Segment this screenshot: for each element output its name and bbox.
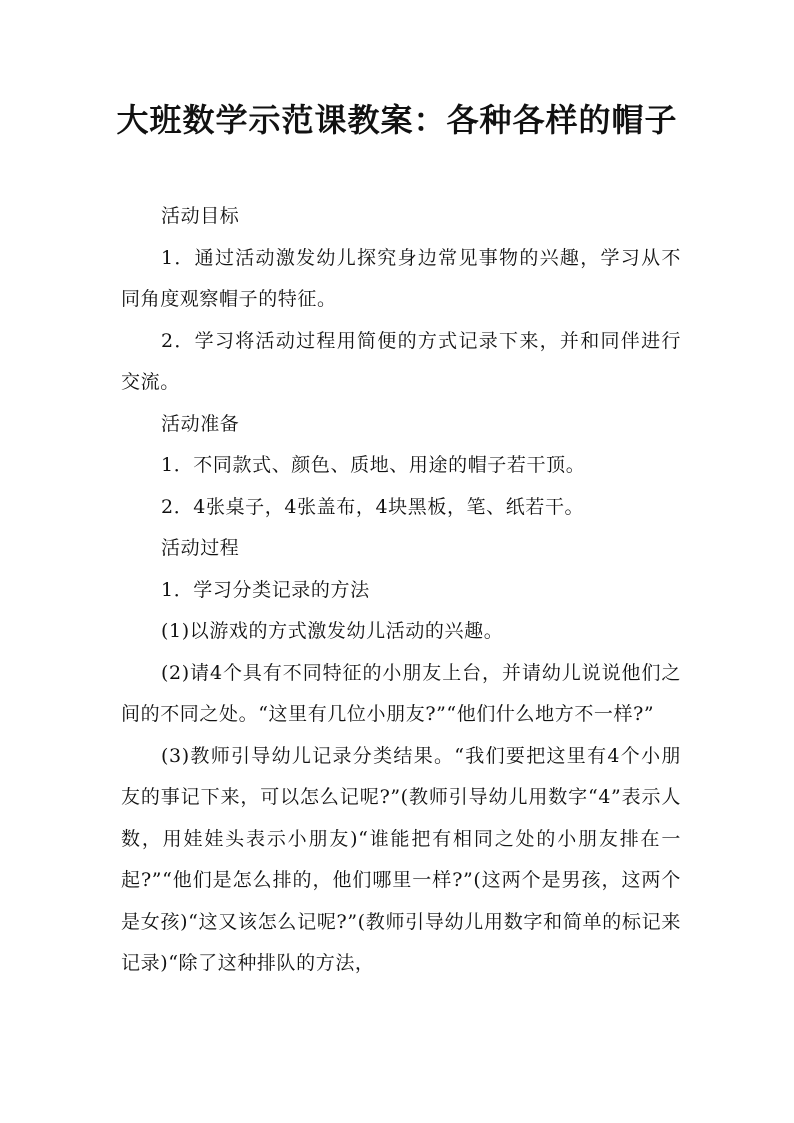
paragraph-preparation-2: 2．4张桌子，4张盖布，4块黑板，笔、纸若干。 (161, 495, 585, 518)
section-heading-goals: 活动目标 (161, 205, 240, 227)
document-body (121, 196, 681, 985)
paragraph-preparation-1: 1．不同款式、颜色、质地、用途的帽子若干顶。 (161, 454, 586, 476)
paragraph-process-1-1: (1)以游戏的方式激发幼儿活动的兴趣。 (161, 620, 504, 642)
paragraph-goal-2: 2．学习将活动过程用简便的方式记录下来，并和同伴进行交流。 (121, 329, 681, 393)
paragraph-process-1: 1．学习分类记录的方法 (161, 578, 370, 601)
paragraph-process-1-3: (3)教师引导幼儿记录分类结果。“我们要把这里有4个小朋友的事记下来，可以怎么记呢?”(教师引导幼儿用数字“4”表示人数，用娃娃头表示小朋友)“谁能把有相同之处的小朋友排在一起?”“他们是怎么排的，他们哪里一样?”(这两个是男孩，这两个是女孩)“这又该怎么记呢?”(教师引导幼儿用数字和简单的标记来记录)“除了这种排队的方法， (121, 744, 681, 974)
paragraph-goal-1: 1．通过活动激发幼儿探究身边常见事物的兴趣，学习从不同角度观察帽子的特征。 (121, 246, 681, 310)
document-title: 大班数学示范课教案：各种各样的帽子 (116, 101, 678, 139)
paragraph-process-1-2: (2)请4个具有不同特征的小朋友上台，并请幼儿说说他们之间的不同之处。“这里有几位小朋友?”“他们什么地方不一样?” (121, 661, 681, 725)
section-heading-process: 活动过程 (161, 537, 240, 559)
section-heading-preparation: 活动准备 (161, 412, 240, 435)
